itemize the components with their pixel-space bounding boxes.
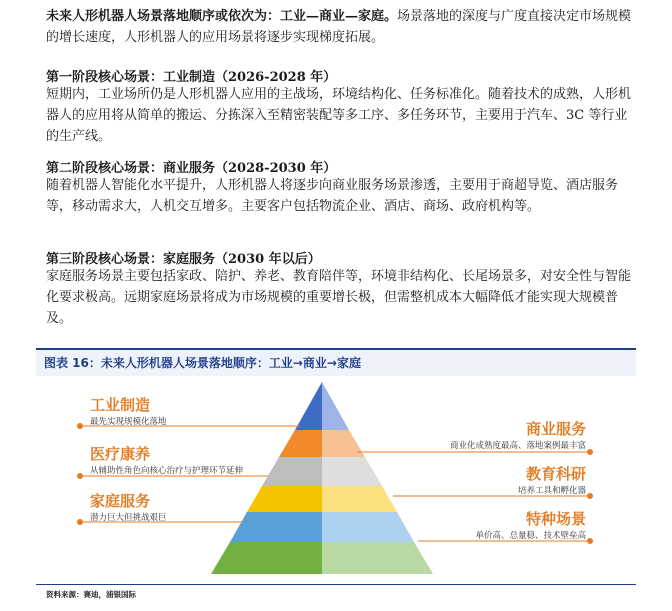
- figure-title-bar: [36, 348, 636, 376]
- pyramid-layer-3-left: [262, 457, 322, 486]
- intro-lead: 未来人形机器人场景落地顺序或依次为：工业—商业—家庭。: [46, 9, 398, 24]
- left-label-1: [90, 394, 167, 427]
- pyramid-layer-2-left: [279, 430, 322, 457]
- left-label-1-title: 工业制造: [90, 396, 151, 414]
- stage-2-heading: 第二阶段核心场景：商业服务（2028-2030 年）: [46, 161, 337, 176]
- connector-left-1-dot: [78, 424, 83, 429]
- right-label-1: [450, 418, 586, 451]
- left-label-3-desc: 潜力巨大但挑战艰巨: [90, 513, 167, 523]
- figure-title: 图表 16：未来人形机器人场景落地顺序：工业→商业→家庭: [44, 356, 361, 370]
- pyramid-layer-5-left: [230, 512, 322, 542]
- pyramid-layer-6-right: [322, 542, 433, 574]
- pyramid-layer-4-left: [247, 486, 322, 512]
- connector-right-2-dot: [588, 494, 593, 499]
- pyramid-layer-1-left: [295, 382, 322, 430]
- right-label-2-title: 教育科研: [525, 465, 586, 483]
- right-label-2: [518, 463, 586, 496]
- left-label-2-desc: 从辅助性角色向核心治疗与护理环节延伸: [90, 466, 244, 476]
- pyramid-layer-2-right: [322, 430, 365, 457]
- right-label-3-desc: 单价高、总量稳、技术壁垒高: [475, 531, 586, 541]
- pyramid-layer-3-right: [322, 457, 382, 486]
- stage-1-body: 短期内，工业场所仍是人形机器人应用的主战场，环境结构化、任务标准化。随着技术的成熟，人形机器人的应用将从简单的搬运、分拣深入至精密装配等多工序、多任务环节，主要用于汽车、3C 等行业的生产线。: [46, 87, 632, 144]
- connector-left-3-dot: [78, 520, 83, 525]
- intro-paragraph: [46, 6, 636, 48]
- stage-1-heading: 第一阶段核心场景：工业制造（2026-2028 年）: [46, 70, 337, 85]
- stage-2-body: 随着机器人智能化水平提升，人形机器人将逐步向商业服务场景渗透，主要用于商超导览、酒店服务等，移动需求大，人机交互增多。主要客户包括物流企业、酒店、商场、政府机构等。: [46, 178, 619, 214]
- pyramid-layer-5-right: [322, 512, 414, 542]
- right-label-2-desc: 培养工具和孵化器: [517, 486, 586, 496]
- connector-left-2-dot: [78, 474, 83, 479]
- connector-right-3-dot: [588, 539, 593, 544]
- right-label-3: [475, 508, 586, 541]
- connector-right-1-dot: [588, 450, 593, 455]
- left-label-3-title: 家庭服务: [90, 492, 151, 510]
- right-label-1-desc: 商业化成熟度最高、落地案例最丰富: [449, 441, 586, 451]
- left-label-2: [90, 443, 243, 476]
- left-label-1-desc: 最先实现规模化落地: [90, 417, 167, 427]
- pyramid-layer-1-right: [322, 382, 349, 430]
- right-label-1-title: 商业服务: [525, 420, 586, 438]
- pyramid-layer-4-right: [322, 486, 397, 512]
- right-label-3-title: 特种场景: [525, 510, 586, 528]
- left-label-2-title: 医疗康养: [90, 445, 151, 463]
- source-note: 资料来源：赛迪，浦银国际: [46, 590, 136, 599]
- stage-3-heading: 第三阶段核心场景：家庭服务（2030 年以后）: [46, 252, 321, 267]
- pyramid-layer-6-left: [211, 542, 322, 574]
- stage-3-body: 家庭服务场景主要包括家政、陪护、养老、教育陪伴等，环境非结构化、长尾场景多，对安全性与智能化要求极高。远期家庭场景将成为市场规模的重要增长极，但需整机成本大幅降低才能实现大规模普及。: [46, 269, 632, 326]
- left-label-3: [90, 490, 167, 523]
- intro-text: 场景落地的深度与广度直接决定市场规模的增长速度，人形机器人的应用场景将逐步实现梯度拓展。: [46, 9, 632, 45]
- footnote-divider: [36, 584, 636, 585]
